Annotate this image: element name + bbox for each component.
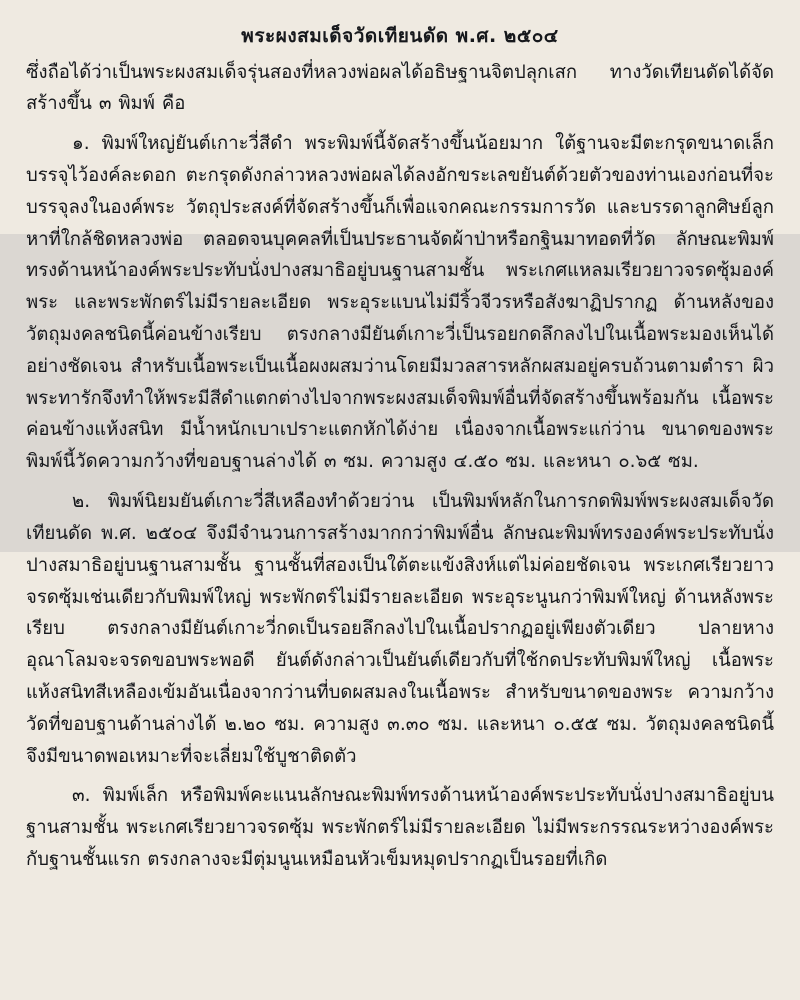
paragraph-item-1: ๑. พิมพ์ใหญ่ยันต์เกาะวี่สีดำ พระพิมพ์นี้จัดสร้างขึ้นน้อยมาก ใต้ฐานจะมีตะกรุดขนาดเล็กบรรจุไว้องค์ละดอก ตะกรุดดังกล่าวหลวงพ่อผลได้ลงอักขระเลขยันต์ด้วยตัวของท่านเองก่อนที่จะบรรจุลงในองค์พระ วัตถุประสงค์ที่จัดสร้างขึ้นก็เพื่อแจกคณะกรรมการวัด และบรรดาลูกศิษย์ลูกหาที่ใกล้ชิดหลวงพ่อ ตลอดจนบุคคลที่เป็นประธานจัดผ้าป่าหรือกฐินมาทอดที่วัด ลักษณะพิมพ์ทรงด้านหน้าองค์พระประทับนั่งปางสมาธิอยู่บนฐานสามชั้น พระเกศแหลมเรียวยาวจรดซุ้มองค์พระ และพระพักตร์ไม่มีรายละเอียด พระอุระแบนไม่มีริ้วจีวรหรือสังฆาฏิปรากฏ ด้านหลังของวัตถุมงคลชนิดนี้ค่อนข้างเรียบ ตรงกลางมียันต์เกาะวี่เป็นรอยกดลึกลงไปในเนื้อพระมองเห็นได้อย่างชัดเจน สำหรับเนื้อพระเป็นเนื้อผงผสมว่านโดยมีมวลสารหลักผสมอยู่ครบถ้วนตามตำรา ผิวพระทารักจึงทำให้พระมีสีดำแตกต่างไปจากพระผงสมเด็จพิมพ์อื่นที่จัดสร้างขึ้นพร้อมกัน เนื้อพระค่อนข้างแห้งสนิท มีน้ำหนักเบาเปราะแตกหักได้ง่าย เนื่องจากเนื้อพระแก่ว่าน ขนาดของพระพิมพ์นี้วัดความกว้างที่ขอบฐานล่างได้ ๓ ซม. ความสูง ๔.๕๐ ซม. และหนา ๐.๖๕ ซม.	[26, 133, 774, 473]
page-title: พระผงสมเด็จวัดเทียนดัด พ.ศ. ๒๕๐๔	[241, 25, 559, 47]
paragraph-item-2: ๒. พิมพ์นิยมยันต์เกาะวี่สีเหลืองทำด้วยว่าน เป็นพิมพ์หลักในการกดพิมพ์พระผงสมเด็จวัดเทียนดัด พ.ศ. ๒๕๐๔ จึงมีจำนวนการสร้างมากกว่าพิมพ์อื่น ลักษณะพิมพ์ทรงองค์พระประทับนั่งปางสมาธิอยู่บนฐานสามชั้น ฐานชั้นที่สองเป็นใต้ตะแข้งสิงห์แต่ไม่ค่อยชัดเจน พระเกศเรียวยาวจรดซุ้มเช่นเดียวกับพิมพ์ใหญ่ พระพักตร์ไม่มีรายละเอียด พระอุระนูนกว่าพิมพ์ใหญ่ ด้านหลังพระเรียบ ตรงกลางมียันต์เกาะวี่กดเป็นรอยลึกลงไปในเนื้อปรากฏอยู่เพียงตัวเดียว ปลายหางอุณาโลมจะจรดขอบพระพอดี ยันต์ดังกล่าวเป็นยันต์เดียวกับที่ใช้กดประทับพิมพ์ใหญ่ เนื้อพระแห้งสนิทสีเหลืองเข้มอันเนื่องจากว่านที่บดผสมลงในเนื้อพระ สำหรับขนาดของพระ ความกว้างวัดที่ขอบฐานด้านล่างได้ ๒.๒๐ ซม. ความสูง ๓.๓๐ ซม. และหนา ๐.๕๕ ซม. วัตถุมงคลชนิดนี้จึงมีขนาดพอเหมาะที่จะเลี่ยมใช้บูชาติดตัว	[26, 491, 774, 767]
paragraph-item-3: ๓. พิมพ์เล็ก หรือพิมพ์คะแนนลักษณะพิมพ์ทรงด้านหน้าองค์พระประทับนั่งปางสมาธิอยู่บนฐานสามชั้น พระเกศเรียวยาวจรดซุ้ม พระพักตร์ไม่มีรายละเอียด ไม่มีพระกรรณระหว่างองค์พระกับฐานชั้นแรก ตรงกลางจะมีตุ่มนูนเหมือนหัวเข็มหมุดปรากฏเป็นรอยที่เกิด	[26, 785, 774, 870]
document-content	[26, 22, 774, 876]
paragraph-intro: ซึ่งถือได้ว่าเป็นพระผงสมเด็จรุ่นสองที่หลวงพ่อผลได้อธิษฐานจิตปลุกเสก ทางวัดเทียนดัดได้จัดสร้างขึ้น ๓ พิมพ์ คือ	[26, 61, 774, 115]
